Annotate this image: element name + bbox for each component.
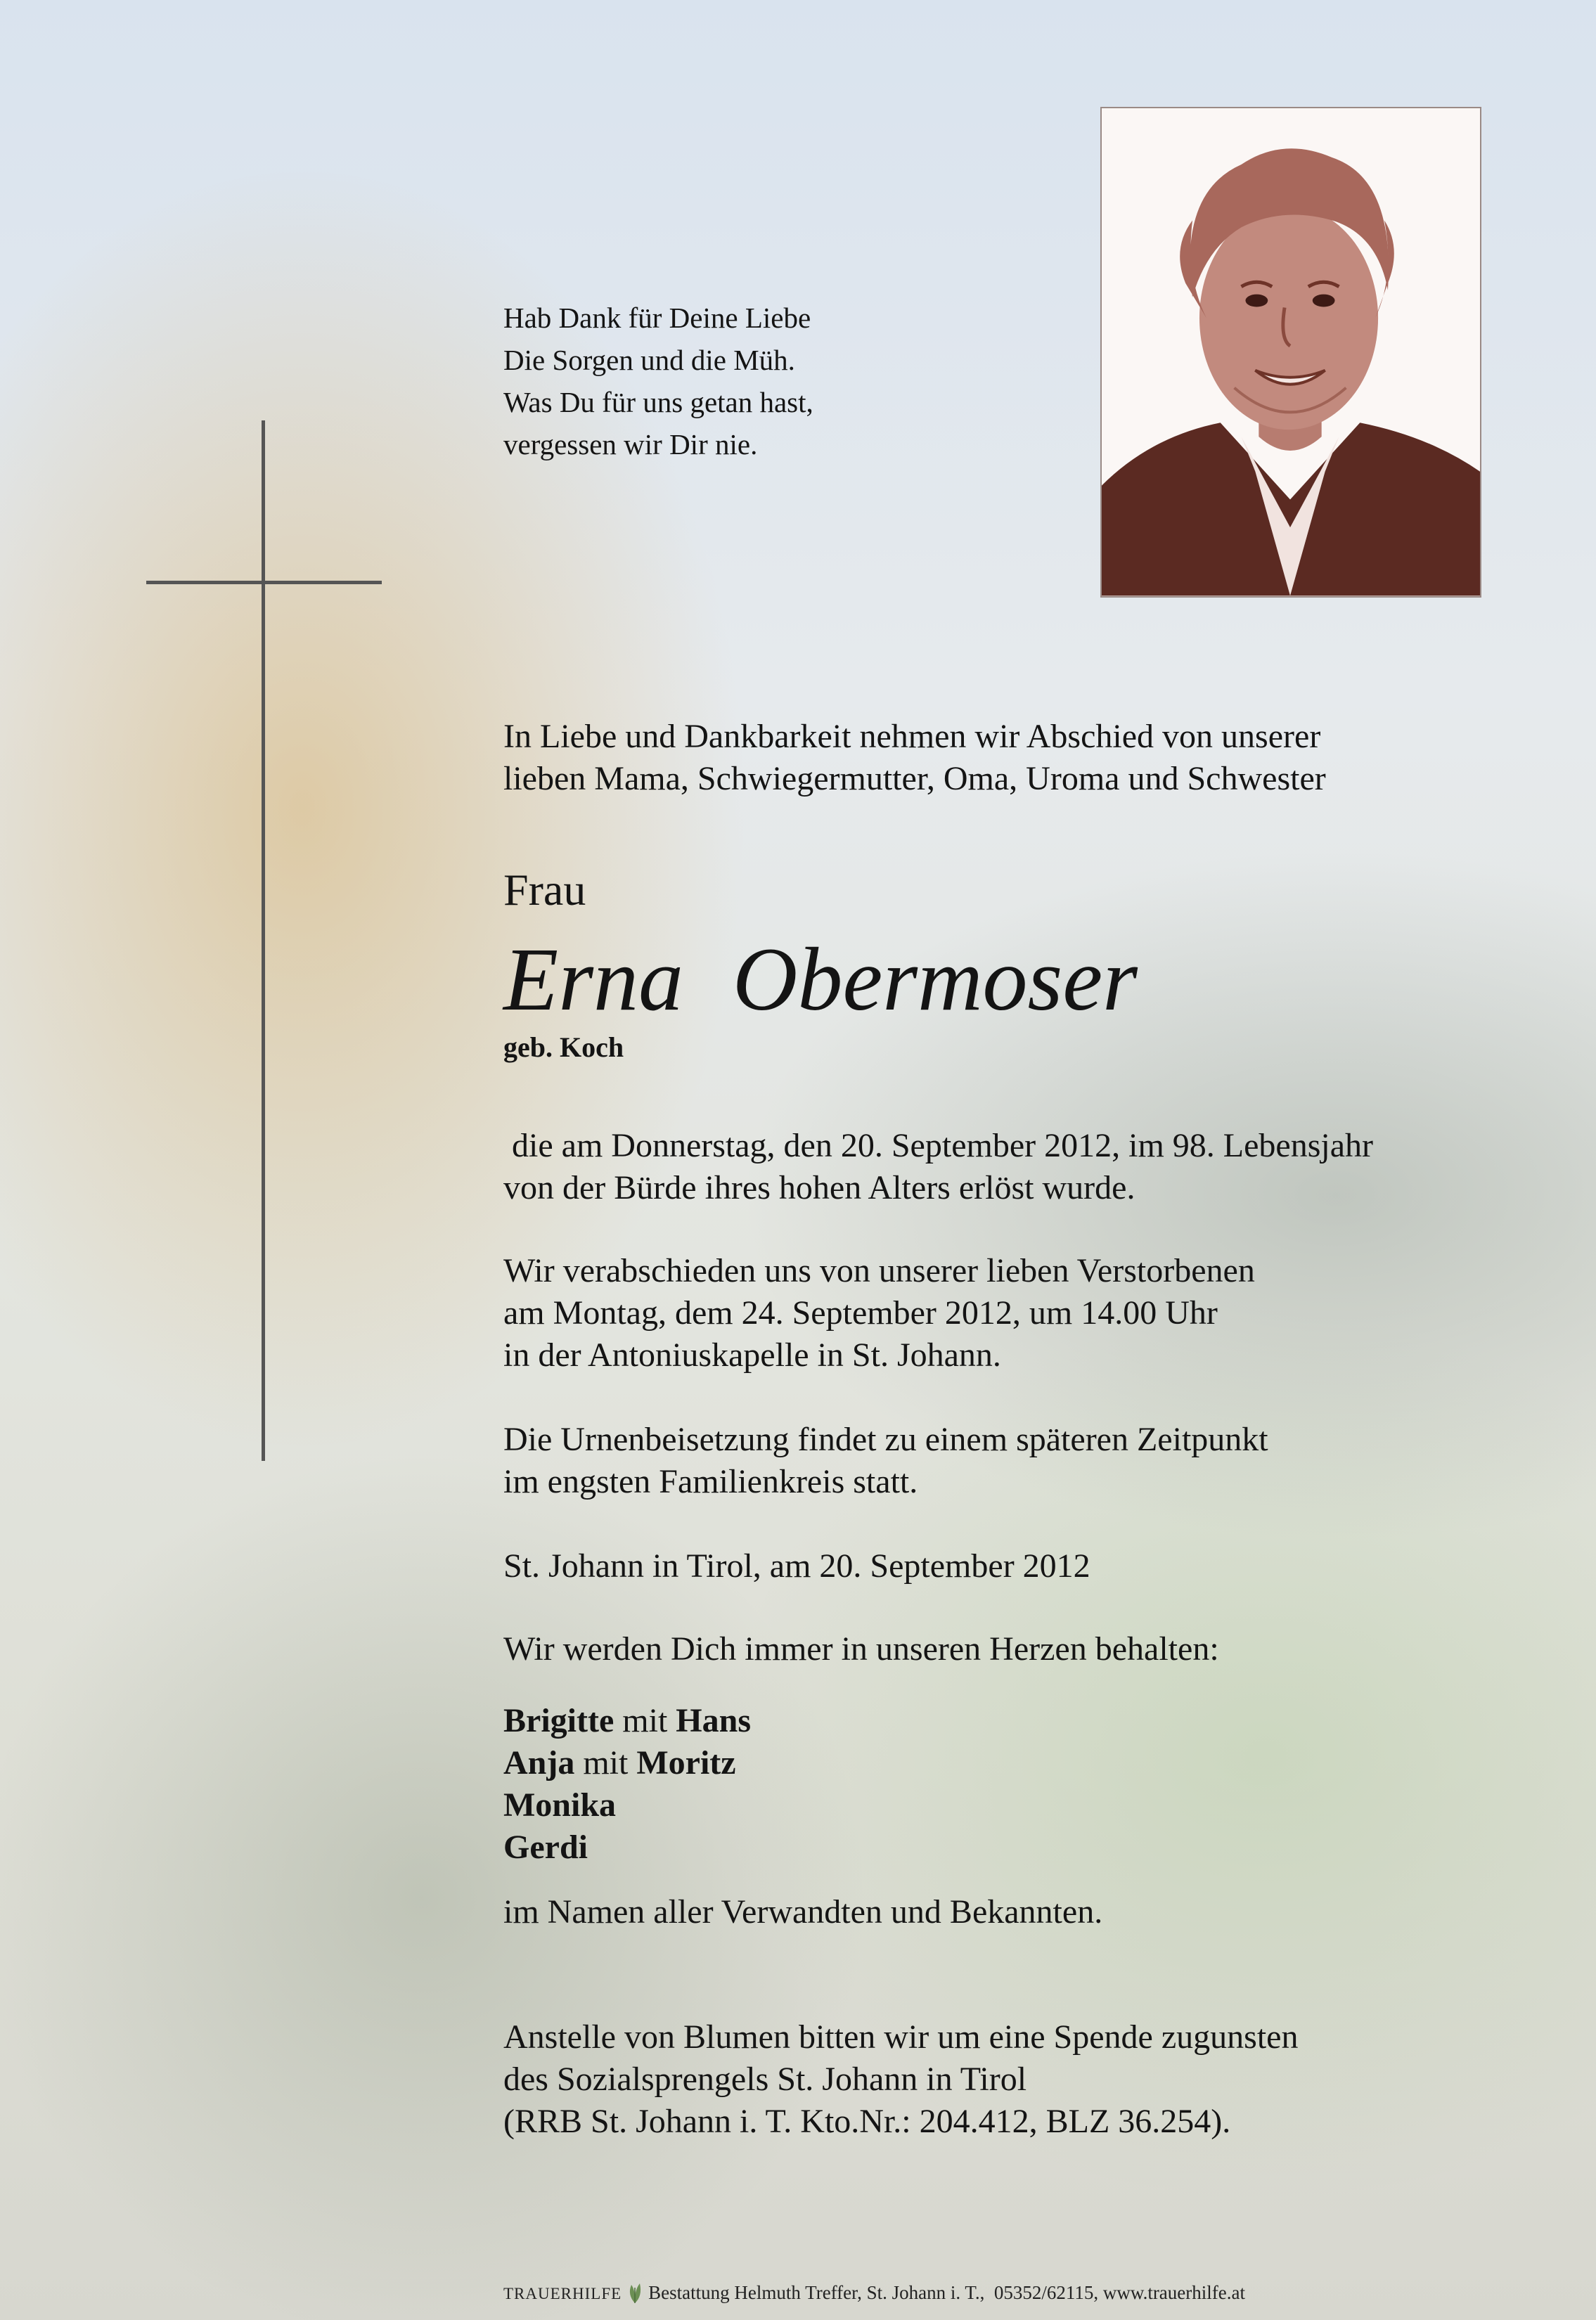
poem-line: Hab Dank für Deine Liebe (503, 302, 811, 334)
remembrance-line: Wir werden Dich immer in unseren Herzen behalten: (503, 1630, 1219, 1668)
footer (503, 2281, 1245, 2306)
mourner-entry (503, 1700, 751, 1742)
intro-line: lieben Mama, Schwiegermutter, Oma, Uroma und Schwester (503, 760, 1326, 797)
mourner-joiner: mit (614, 1702, 676, 1739)
footer-text: Bestattung Helmuth Treffer, St. Johann i. T., 05352/62115, www.trauerhilfe.at (648, 2282, 1245, 2303)
mourner-partner: Hans (676, 1702, 751, 1739)
mourner-partner: Moritz (636, 1744, 736, 1781)
farewell-notice (503, 1250, 1255, 1377)
mourner-entry (503, 1826, 751, 1869)
death-notice (503, 1125, 1373, 1209)
poem (503, 297, 813, 465)
intro-text (503, 716, 1326, 800)
intro-line: In Liebe und Dankbarkeit nehmen wir Abschied von unserer (503, 718, 1321, 755)
farewell-line: Wir verabschieden uns von unserer lieben Verstorbenen (503, 1252, 1255, 1289)
death-notice-line: von der Bürde ihres hohen Alters erlöst wurde. (503, 1169, 1135, 1206)
cross-horizontal-bar (146, 581, 382, 584)
poem-line: vergessen wir Dir nie. (503, 428, 758, 460)
mourner-name: Brigitte (503, 1702, 614, 1739)
mourner-name: Anja (503, 1744, 575, 1781)
portrait-photo (1100, 107, 1481, 598)
last-name: Obermoser (733, 929, 1138, 1029)
footer-brand: TRAUERHILFE (503, 2285, 622, 2302)
death-notice-line: die am Donnerstag, den 20. September 2012, im 98. Lebensjahr (503, 1127, 1374, 1164)
donation-line: des Sozialsprengels St. Johann in Tirol (503, 2061, 1027, 2098)
leaf-logo-icon (626, 2281, 644, 2305)
first-name: Erna (503, 929, 683, 1029)
donation-line: (RRB St. Johann i. T. Kto.Nr.: 204.412, BLZ 36.254). (503, 2103, 1231, 2140)
urn-notice (503, 1419, 1268, 1503)
cross-vertical-bar (262, 420, 265, 1461)
mourner-entry (503, 1784, 751, 1826)
portrait-illustration (1102, 108, 1480, 596)
mourner-entry (503, 1742, 751, 1784)
farewell-line: in der Antoniuskapelle in St. Johann. (503, 1336, 1001, 1374)
poem-line: Was Du für uns getan hast, (503, 386, 813, 418)
farewell-line: am Montag, dem 24. September 2012, um 14.00 Uhr (503, 1294, 1218, 1332)
salutation: Frau (503, 865, 586, 915)
maiden-name: geb. Koch (503, 1031, 624, 1063)
deceased-name (503, 927, 1138, 1032)
donation-notice (503, 2016, 1298, 2143)
mourners-list (503, 1700, 751, 1869)
mourner-name: Monika (503, 1786, 617, 1824)
poem-line: Die Sorgen und die Müh. (503, 344, 795, 376)
urn-line: Die Urnenbeisetzung findet zu einem späteren Zeitpunkt (503, 1421, 1268, 1458)
mourner-joiner: mit (574, 1744, 637, 1781)
donation-line: Anstelle von Blumen bitten wir um eine Spende zugunsten (503, 2018, 1299, 2056)
urn-line: im engsten Familienkreis statt. (503, 1463, 918, 1500)
place-date: St. Johann in Tirol, am 20. September 2012 (503, 1547, 1090, 1585)
mourner-name: Gerdi (503, 1829, 588, 1866)
relatives-line: im Namen aller Verwandten und Bekannten. (503, 1893, 1103, 1931)
